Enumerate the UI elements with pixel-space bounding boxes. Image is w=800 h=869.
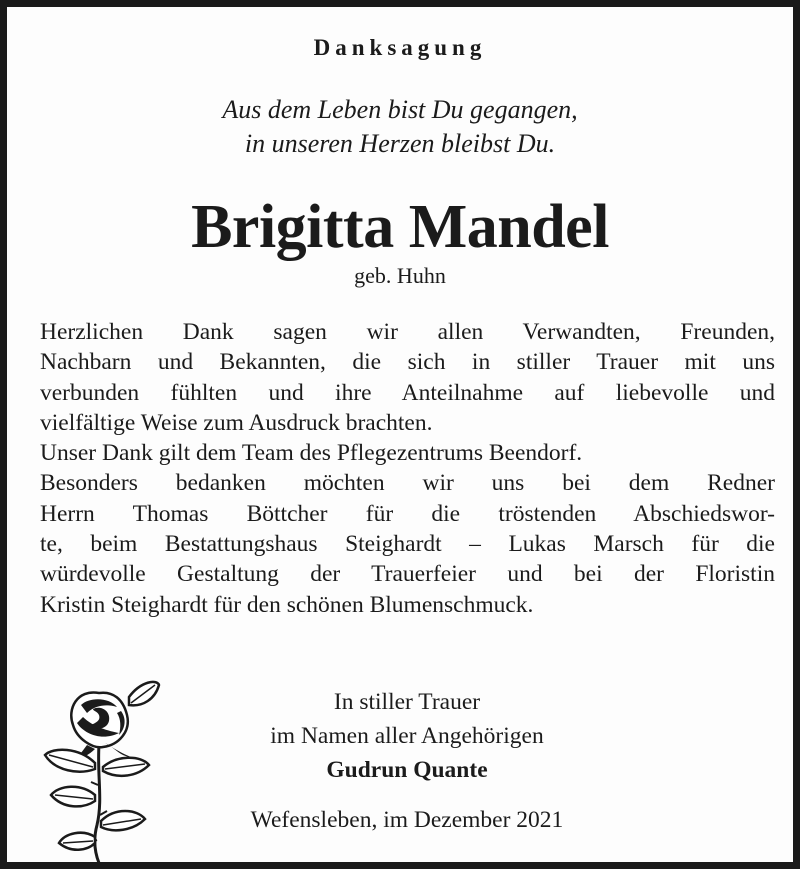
body-line: vielfältige Weise zum Ausdruck brachten. (40, 409, 433, 436)
notice-heading: Danksagung (313, 35, 487, 60)
signature-line: In stiller Trauer (333, 689, 481, 715)
thank-you-text (40, 317, 775, 620)
body-line: Kristin Steighardt für den schönen Blumenschmuck. (40, 591, 534, 618)
maiden-name: geb. Huhn (354, 263, 446, 288)
body-line: Unser Dank gilt dem Team des Pflegezentrums Beendorf. (40, 440, 583, 467)
memorial-verse (7, 93, 793, 161)
signer-name: Gudrun Quante (326, 757, 488, 783)
verse-line: Aus dem Leben bist Du gegangen, (222, 95, 578, 124)
verse-line: in unseren Herzen bleibst Du. (244, 129, 556, 158)
body-line: te, beim Bestattungshaus Steighardt – Lukas Marsch für die (40, 531, 775, 558)
signature-block (7, 685, 800, 787)
signature-line: im Namen aller Angehörigen (270, 723, 544, 749)
body-line: verbunden fühlten und ihre Anteilnahme auf liebevolle und (40, 379, 775, 406)
body-line: Nachbarn und Bekannten, die sich in stiller Trauer mit uns (40, 349, 775, 376)
body-line: Herzlichen Dank sagen wir allen Verwandten, Freunden, (40, 319, 775, 345)
place-date: Wefensleben, im Dezember 2021 (250, 807, 564, 833)
deceased-name: Brigitta Mandel (191, 193, 609, 261)
body-line: würdevolle Gestaltung der Trauerfeier und bei der Floristin (40, 561, 775, 588)
body-line: Besonders bedanken möchten wir uns bei dem Redner (40, 470, 775, 497)
body-line: Herrn Thomas Böttcher für die tröstenden Abschiedswor- (40, 500, 775, 527)
